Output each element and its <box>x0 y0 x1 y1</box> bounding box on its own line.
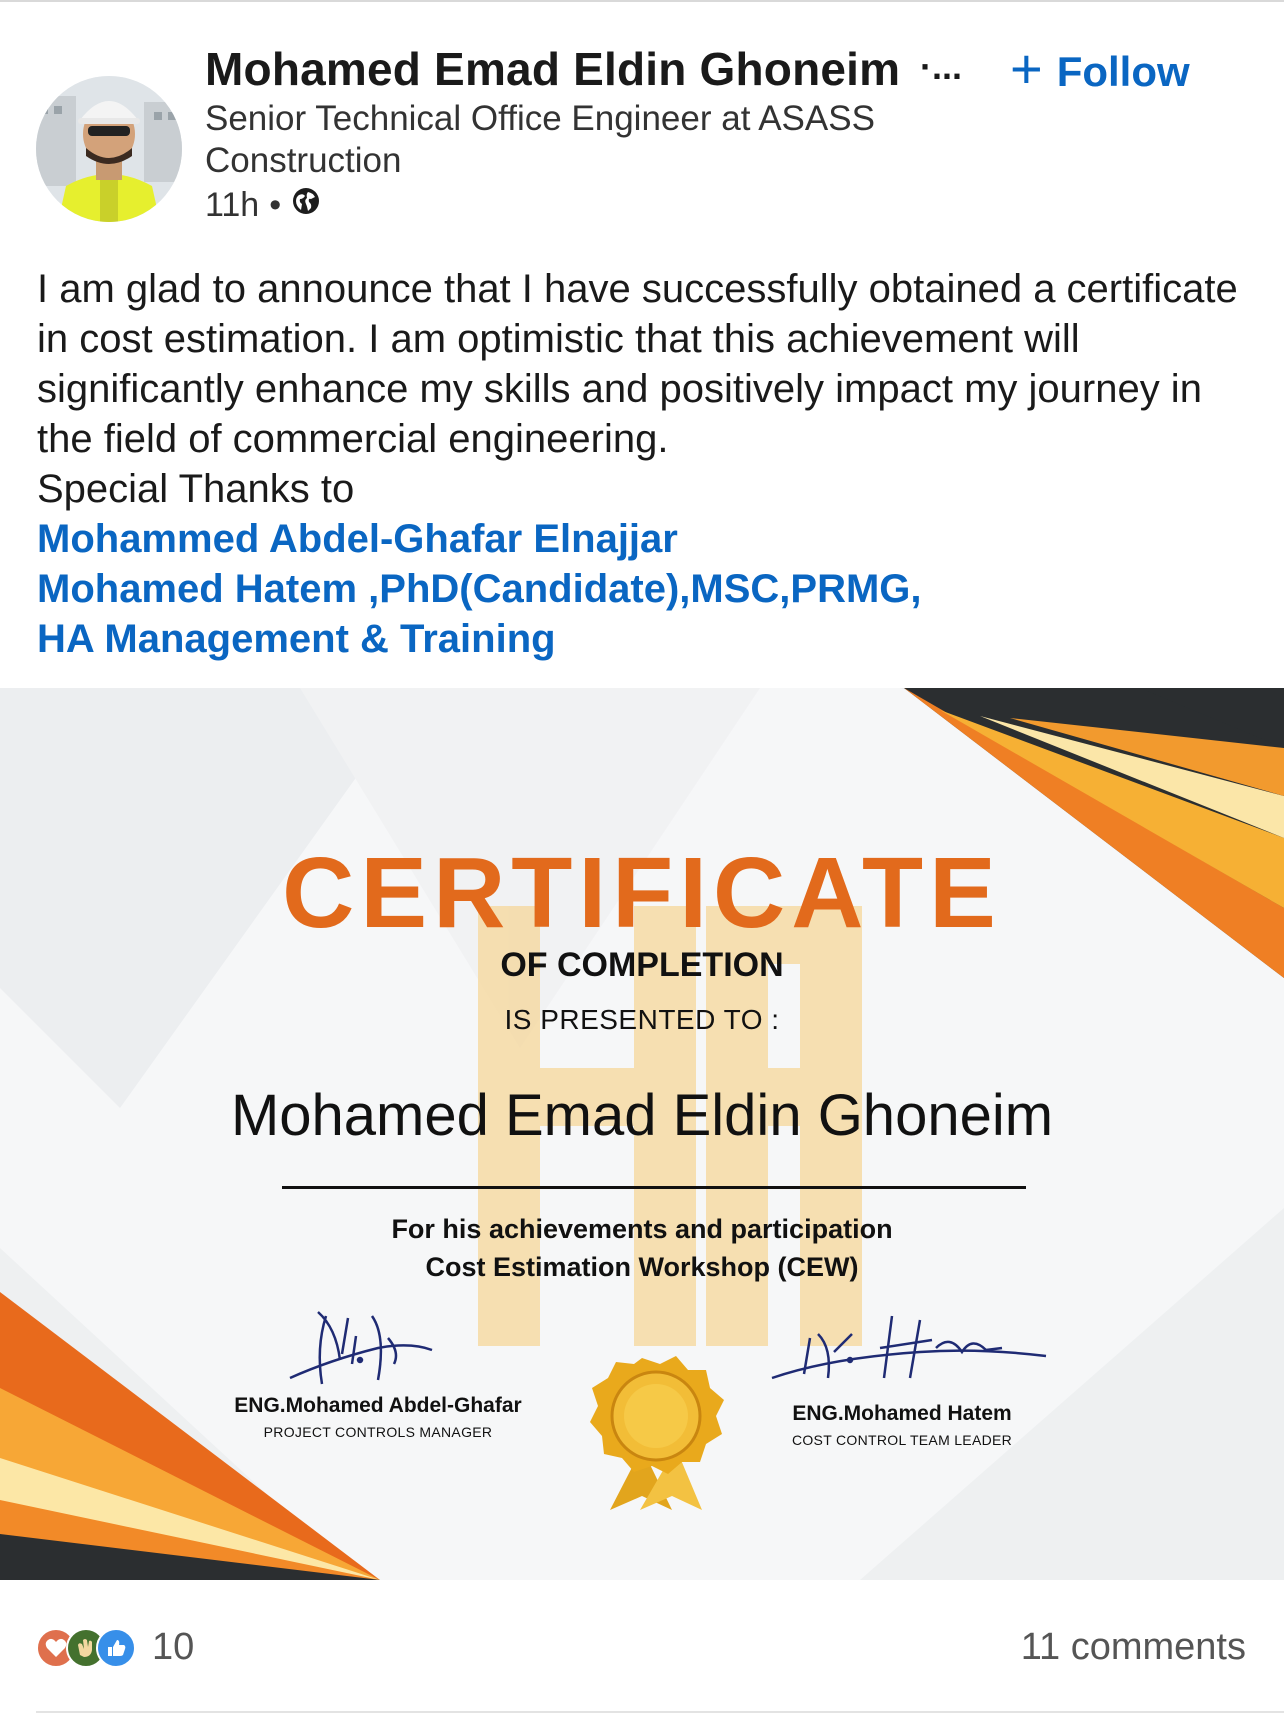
mention-link[interactable]: Mohamed Hatem ,PhD(Candidate),MSC,PRMG, <box>37 567 922 611</box>
mention-link[interactable]: Mohammed Abdel-Ghafar Elnajjar <box>37 517 678 561</box>
reactions-summary[interactable] <box>36 1626 194 1669</box>
top-border <box>0 0 1284 2</box>
signer-1 <box>218 1394 538 1440</box>
post-meta <box>205 186 321 225</box>
certificate-image[interactable] <box>0 688 1284 1580</box>
meta-separator: • <box>269 186 282 224</box>
more-options[interactable]: ·... <box>920 46 962 87</box>
comments-count[interactable]: 11 comments <box>1020 1626 1246 1668</box>
post-time: 11h <box>205 186 260 224</box>
follow-label: Follow <box>1056 48 1190 95</box>
divider <box>36 1711 1284 1713</box>
post-body <box>37 264 1257 664</box>
post-paragraph: I am glad to announce that I have successfully obtained a certificate in cost estimation. I am optimistic that this achievement will significantly enhance my skills and positively impact my journey in the field of commercial engineering. <box>37 267 1238 461</box>
signer-2 <box>762 1402 1042 1448</box>
signer-2-role: COST CONTROL TEAM LEADER <box>791 1432 1013 1448</box>
plus-icon: + <box>1010 37 1043 100</box>
recipient-underline <box>282 1186 1026 1189</box>
author-name[interactable]: Mohamed Emad Eldin Ghoneim <box>205 43 901 95</box>
author-headline: Senior Technical Office Engineer at ASASS Construction <box>205 99 875 180</box>
signer-2-name: ENG.Mohamed Hatem <box>792 1402 1012 1425</box>
certificate-subtitle: OF COMPLETION <box>500 946 784 984</box>
avatar[interactable] <box>36 76 182 222</box>
signer-1-name: ENG.Mohamed Abdel-Ghafar <box>234 1394 522 1417</box>
certificate-reason: For his achievements and participation <box>391 1214 893 1244</box>
signer-1-role: PROJECT CONTROLS MANAGER <box>263 1424 493 1440</box>
follow-button[interactable] <box>1010 37 1190 100</box>
mention-link[interactable]: HA Management & Training <box>37 617 556 661</box>
globe-icon <box>291 186 321 225</box>
certificate-title: CERTIFICATE <box>282 837 1002 949</box>
certificate-course: Cost Estimation Workshop (CEW) <box>425 1252 859 1282</box>
certificate-presented: IS PRESENTED TO : <box>504 1004 780 1035</box>
like-icon <box>96 1628 136 1668</box>
post-thanks: Special Thanks to <box>37 467 355 511</box>
certificate-recipient: Mohamed Emad Eldin Ghoneim <box>230 1083 1054 1148</box>
reaction-count: 10 <box>152 1626 195 1668</box>
